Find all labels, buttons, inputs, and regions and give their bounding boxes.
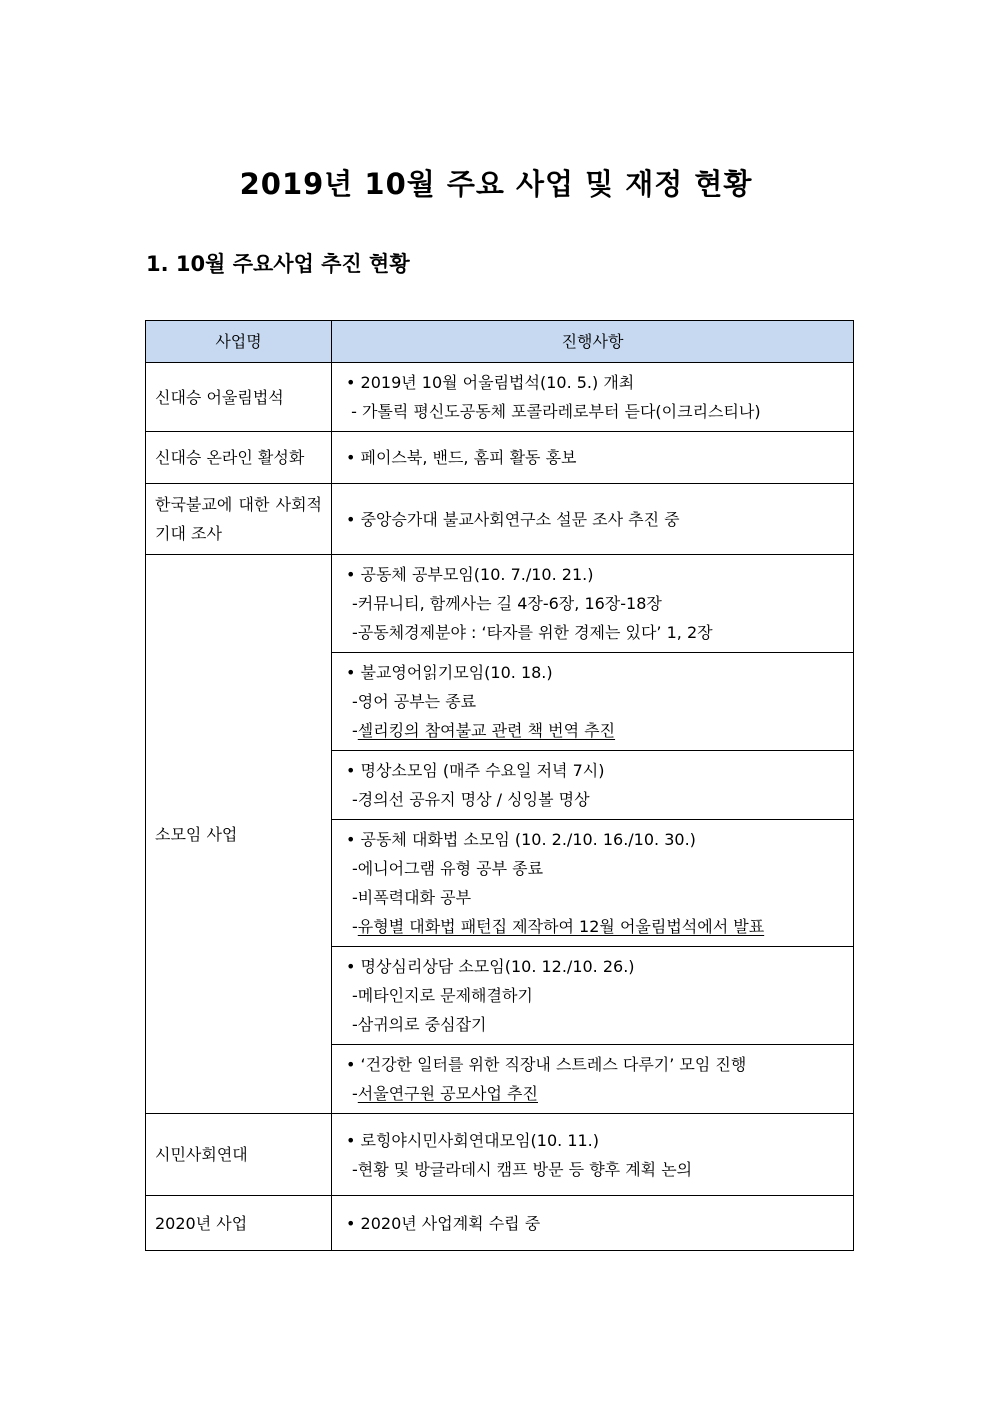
progress-cell <box>332 820 854 947</box>
project-name-cell: 신대승 어울림법석 <box>146 363 332 432</box>
header-progress: 진행사항 <box>332 321 854 363</box>
underlined-text: 서울연구원 공모사업 추진 <box>357 1084 538 1103</box>
progress-line <box>346 912 843 941</box>
progress-line: -커뮤니티, 함께사는 길 4장-6장, 16장-18장 <box>352 594 662 613</box>
table-row <box>146 432 854 484</box>
progress-line: -에니어그램 유형 공부 종료 <box>352 859 544 878</box>
project-name-cell: 신대승 온라인 활성화 <box>146 432 332 484</box>
page-title: 2019년 10월 주요 사업 및 재정 현황 <box>239 167 753 201</box>
dash-prefix: - <box>352 917 358 936</box>
progress-line: -경의선 공유지 명상 / 싱잉볼 명상 <box>352 790 590 809</box>
progress-line: • 2019년 10월 어울림법석(10. 5.) 개최 <box>346 373 635 392</box>
progress-line: • 명상심리상담 소모임(10. 12./10. 26.) <box>346 957 635 976</box>
project-name-cell: 2020년 사업 <box>146 1196 332 1251</box>
progress-cell <box>332 555 854 653</box>
progress-line: -비폭력대화 공부 <box>352 888 472 907</box>
progress-line: -삼귀의로 중심잡기 <box>352 1015 487 1034</box>
project-name-cell: 소모임 사업 <box>146 555 332 1114</box>
progress-line: • 불교영어읽기모임(10. 18.) <box>346 663 553 682</box>
dash-prefix: - <box>352 1084 358 1103</box>
table-row <box>146 1114 854 1196</box>
table-header-row <box>146 321 854 363</box>
progress-line: -현황 및 방글라데시 캠프 방문 등 향후 계획 논의 <box>352 1159 693 1179</box>
progress-line: -공동체경제분야 : ‘타자를 위한 경제는 있다’ 1, 2장 <box>352 623 713 642</box>
section-heading: 1. 10월 주요사업 추진 현황 <box>146 252 410 276</box>
progress-cell <box>332 947 854 1045</box>
table-row <box>146 484 854 555</box>
progress-line <box>346 716 843 745</box>
underlined-text: 셀리킹의 참여불교 관련 책 번역 추진 <box>357 721 616 740</box>
progress-line: • 중앙승가대 불교사회연구소 설문 조사 추진 중 <box>346 509 680 529</box>
progress-cell <box>332 432 854 484</box>
progress-cell <box>332 1114 854 1196</box>
progress-cell <box>332 1196 854 1251</box>
header-project-name: 사업명 <box>146 321 332 363</box>
project-status-table <box>145 320 854 1251</box>
dash-prefix: - <box>352 721 358 740</box>
progress-line: • 페이스북, 밴드, 홈피 활동 홍보 <box>346 448 577 467</box>
project-name-cell: 시민사회연대 <box>146 1114 332 1196</box>
underlined-text: 유형별 대화법 패턴집 제작하여 12월 어울림법석에서 발표 <box>357 917 765 936</box>
progress-cell <box>332 484 854 555</box>
progress-line: • 명상소모임 (매주 수요일 저녁 7시) <box>346 761 605 780</box>
progress-cell <box>332 751 854 820</box>
progress-line: • 로힝야시민사회연대모임(10. 11.) <box>346 1130 600 1150</box>
progress-cell <box>332 363 854 432</box>
progress-line: • 2020년 사업계획 수립 중 <box>346 1213 541 1233</box>
table-row <box>146 555 854 653</box>
project-name-cell: 한국불교에 대한 사회적 기대 조사 <box>146 484 332 555</box>
progress-line: • 공동체 대화법 소모임 (10. 2./10. 16./10. 30.) <box>346 830 696 849</box>
progress-line: - 가톨릭 평신도공동체 포콜라레로부터 듣다(이크리스티나) <box>346 402 761 421</box>
table-row <box>146 363 854 432</box>
progress-line: • 공동체 공부모임(10. 7./10. 21.) <box>346 565 594 584</box>
progress-cell <box>332 653 854 751</box>
progress-line: -메타인지로 문제해결하기 <box>352 986 533 1005</box>
progress-line: • ‘건강한 일터를 위한 직장내 스트레스 다루기’ 모임 진행 <box>346 1055 747 1074</box>
progress-cell <box>332 1045 854 1114</box>
table-row <box>146 1196 854 1251</box>
progress-line: -영어 공부는 종료 <box>352 692 477 711</box>
progress-line <box>346 1079 843 1108</box>
